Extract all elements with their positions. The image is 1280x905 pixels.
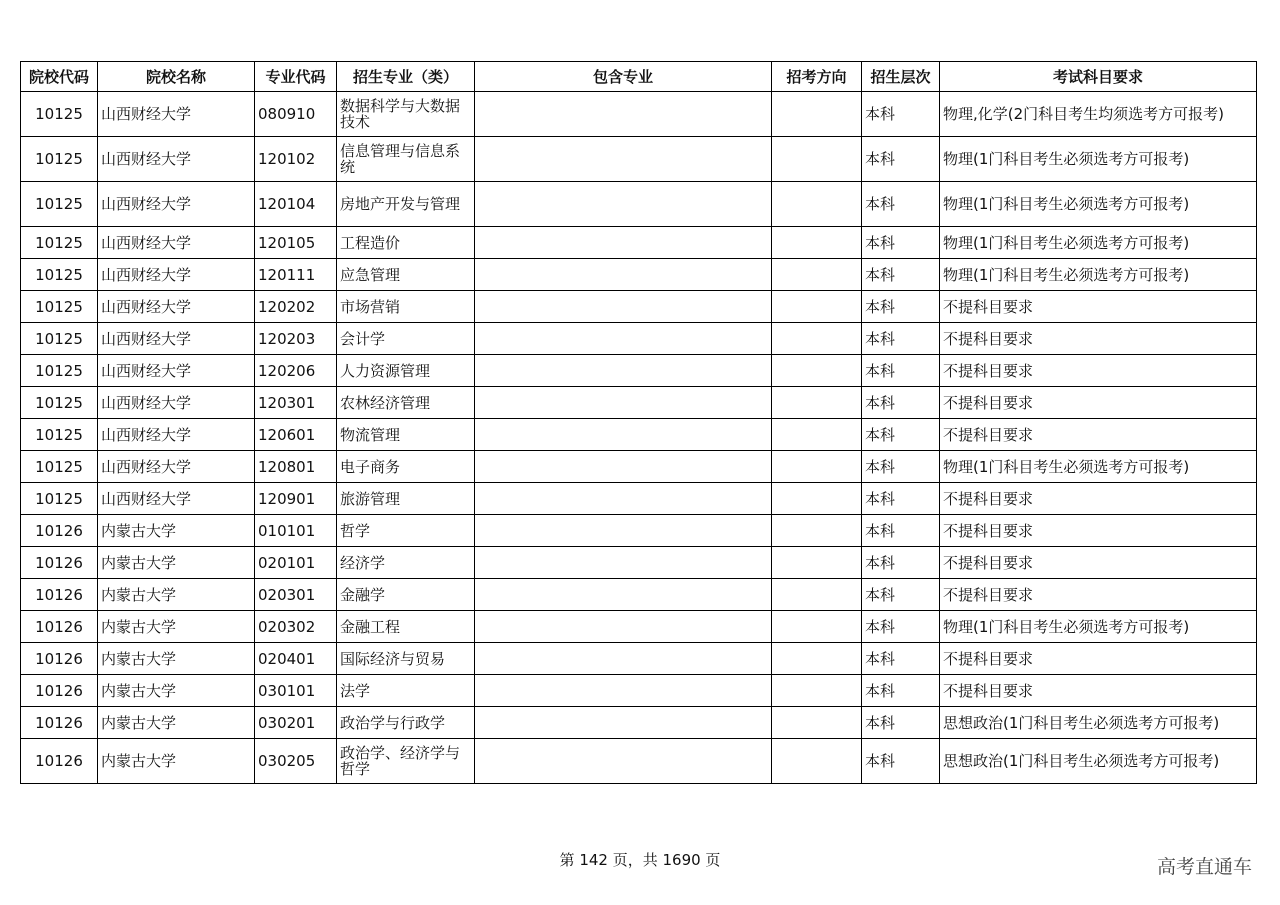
admissions-table xyxy=(20,61,1257,784)
direction-cell xyxy=(772,675,862,707)
major-cell: 金融工程 xyxy=(337,611,475,643)
major-cell: 会计学 xyxy=(337,323,475,355)
included-majors-cell xyxy=(475,355,772,387)
included-majors-cell xyxy=(475,323,772,355)
school-name-cell: 山西财经大学 xyxy=(98,355,255,387)
school-code-cell: 10125 xyxy=(21,451,98,483)
subject-requirement-cell: 不提科目要求 xyxy=(940,323,1257,355)
header-subject-requirements: 考试科目要求 xyxy=(940,62,1257,92)
school-code-cell: 10126 xyxy=(21,739,98,784)
major-code-cell: 120601 xyxy=(255,419,337,451)
subject-requirement-cell: 不提科目要求 xyxy=(940,675,1257,707)
level-cell: 本科 xyxy=(862,547,940,579)
school-name-cell: 山西财经大学 xyxy=(98,227,255,259)
school-code-cell: 10125 xyxy=(21,227,98,259)
subject-requirement-cell: 思想政治(1门科目考生必须选考方可报考) xyxy=(940,739,1257,784)
major-cell: 市场营销 xyxy=(337,291,475,323)
school-code-cell: 10125 xyxy=(21,323,98,355)
direction-cell xyxy=(772,739,862,784)
subject-requirement-cell: 物理(1门科目考生必须选考方可报考) xyxy=(940,451,1257,483)
school-code-cell: 10125 xyxy=(21,137,98,182)
table-row xyxy=(21,515,1257,547)
major-code-cell: 030205 xyxy=(255,739,337,784)
major-cell: 政治学与行政学 xyxy=(337,707,475,739)
level-cell: 本科 xyxy=(862,387,940,419)
page-number: 第 142 页，共 1690 页 xyxy=(559,851,721,869)
school-code-cell: 10125 xyxy=(21,291,98,323)
school-code-cell: 10126 xyxy=(21,675,98,707)
school-name-cell: 内蒙古大学 xyxy=(98,739,255,784)
level-cell: 本科 xyxy=(862,579,940,611)
table-body xyxy=(21,92,1257,784)
table-row xyxy=(21,579,1257,611)
level-cell: 本科 xyxy=(862,739,940,784)
direction-cell xyxy=(772,643,862,675)
direction-cell xyxy=(772,579,862,611)
table-row xyxy=(21,707,1257,739)
included-majors-cell xyxy=(475,182,772,227)
table-row xyxy=(21,643,1257,675)
subject-requirement-cell: 不提科目要求 xyxy=(940,355,1257,387)
subject-requirement-cell: 物理(1门科目考生必须选考方可报考) xyxy=(940,182,1257,227)
header-row xyxy=(21,62,1257,92)
direction-cell xyxy=(772,707,862,739)
header-included-majors: 包含专业 xyxy=(475,62,772,92)
major-code-cell: 120102 xyxy=(255,137,337,182)
header-major: 招生专业（类） xyxy=(337,62,475,92)
school-code-cell: 10125 xyxy=(21,182,98,227)
major-code-cell: 020302 xyxy=(255,611,337,643)
direction-cell xyxy=(772,323,862,355)
table-row xyxy=(21,227,1257,259)
school-name-cell: 山西财经大学 xyxy=(98,451,255,483)
included-majors-cell xyxy=(475,137,772,182)
header-level: 招生层次 xyxy=(862,62,940,92)
included-majors-cell xyxy=(475,92,772,137)
major-cell: 数据科学与大数据技术 xyxy=(337,92,475,137)
subject-requirement-cell: 不提科目要求 xyxy=(940,291,1257,323)
direction-cell xyxy=(772,137,862,182)
school-code-cell: 10126 xyxy=(21,515,98,547)
school-code-cell: 10126 xyxy=(21,643,98,675)
major-code-cell: 030101 xyxy=(255,675,337,707)
school-name-cell: 山西财经大学 xyxy=(98,182,255,227)
table-row xyxy=(21,611,1257,643)
major-code-cell: 120801 xyxy=(255,451,337,483)
major-code-cell: 120901 xyxy=(255,483,337,515)
major-code-cell: 120206 xyxy=(255,355,337,387)
subject-requirement-cell: 物理,化学(2门科目考生均须选考方可报考) xyxy=(940,92,1257,137)
school-code-cell: 10125 xyxy=(21,483,98,515)
direction-cell xyxy=(772,227,862,259)
school-code-cell: 10126 xyxy=(21,707,98,739)
school-name-cell: 内蒙古大学 xyxy=(98,675,255,707)
school-name-cell: 山西财经大学 xyxy=(98,291,255,323)
header-direction: 招考方向 xyxy=(772,62,862,92)
direction-cell xyxy=(772,92,862,137)
level-cell: 本科 xyxy=(862,227,940,259)
direction-cell xyxy=(772,182,862,227)
subject-requirement-cell: 不提科目要求 xyxy=(940,643,1257,675)
major-code-cell: 120104 xyxy=(255,182,337,227)
level-cell: 本科 xyxy=(862,483,940,515)
level-cell: 本科 xyxy=(862,611,940,643)
subject-requirement-cell: 物理(1门科目考生必须选考方可报考) xyxy=(940,227,1257,259)
included-majors-cell xyxy=(475,515,772,547)
table-row xyxy=(21,323,1257,355)
table-row xyxy=(21,291,1257,323)
subject-requirement-cell: 物理(1门科目考生必须选考方可报考) xyxy=(940,137,1257,182)
table-row xyxy=(21,92,1257,137)
table-row xyxy=(21,547,1257,579)
table-row xyxy=(21,355,1257,387)
major-cell: 人力资源管理 xyxy=(337,355,475,387)
major-cell: 信息管理与信息系统 xyxy=(337,137,475,182)
included-majors-cell xyxy=(475,419,772,451)
level-cell: 本科 xyxy=(862,643,940,675)
major-cell: 房地产开发与管理 xyxy=(337,182,475,227)
included-majors-cell xyxy=(475,611,772,643)
school-name-cell: 山西财经大学 xyxy=(98,92,255,137)
major-code-cell: 030201 xyxy=(255,707,337,739)
level-cell: 本科 xyxy=(862,515,940,547)
header-school-name: 院校名称 xyxy=(98,62,255,92)
level-cell: 本科 xyxy=(862,291,940,323)
level-cell: 本科 xyxy=(862,182,940,227)
school-name-cell: 山西财经大学 xyxy=(98,483,255,515)
major-cell: 应急管理 xyxy=(337,259,475,291)
major-code-cell: 120105 xyxy=(255,227,337,259)
direction-cell xyxy=(772,483,862,515)
direction-cell xyxy=(772,611,862,643)
major-cell: 金融学 xyxy=(337,579,475,611)
level-cell: 本科 xyxy=(862,419,940,451)
included-majors-cell xyxy=(475,451,772,483)
header-major-code: 专业代码 xyxy=(255,62,337,92)
direction-cell xyxy=(772,387,862,419)
table-row xyxy=(21,483,1257,515)
school-code-cell: 10125 xyxy=(21,419,98,451)
school-code-cell: 10125 xyxy=(21,92,98,137)
header-school-code: 院校代码 xyxy=(21,62,98,92)
included-majors-cell xyxy=(475,579,772,611)
school-name-cell: 内蒙古大学 xyxy=(98,707,255,739)
table-row xyxy=(21,182,1257,227)
table-row xyxy=(21,137,1257,182)
level-cell: 本科 xyxy=(862,137,940,182)
subject-requirement-cell: 不提科目要求 xyxy=(940,547,1257,579)
school-name-cell: 内蒙古大学 xyxy=(98,611,255,643)
level-cell: 本科 xyxy=(862,92,940,137)
subject-requirement-cell: 不提科目要求 xyxy=(940,419,1257,451)
subject-requirement-cell: 不提科目要求 xyxy=(940,387,1257,419)
direction-cell xyxy=(772,547,862,579)
major-cell: 旅游管理 xyxy=(337,483,475,515)
included-majors-cell xyxy=(475,643,772,675)
major-code-cell: 020301 xyxy=(255,579,337,611)
major-code-cell: 120111 xyxy=(255,259,337,291)
major-cell: 工程造价 xyxy=(337,227,475,259)
level-cell: 本科 xyxy=(862,323,940,355)
subject-requirement-cell: 不提科目要求 xyxy=(940,579,1257,611)
included-majors-cell xyxy=(475,675,772,707)
school-code-cell: 10125 xyxy=(21,387,98,419)
school-name-cell: 内蒙古大学 xyxy=(98,547,255,579)
major-cell: 法学 xyxy=(337,675,475,707)
school-code-cell: 10126 xyxy=(21,547,98,579)
school-name-cell: 山西财经大学 xyxy=(98,137,255,182)
table-row xyxy=(21,387,1257,419)
table-row xyxy=(21,451,1257,483)
school-name-cell: 山西财经大学 xyxy=(98,259,255,291)
included-majors-cell xyxy=(475,483,772,515)
major-code-cell: 010101 xyxy=(255,515,337,547)
school-code-cell: 10125 xyxy=(21,355,98,387)
major-cell: 经济学 xyxy=(337,547,475,579)
included-majors-cell xyxy=(475,227,772,259)
subject-requirement-cell: 物理(1门科目考生必须选考方可报考) xyxy=(940,259,1257,291)
school-code-cell: 10126 xyxy=(21,579,98,611)
included-majors-cell xyxy=(475,387,772,419)
table-row xyxy=(21,675,1257,707)
school-name-cell: 内蒙古大学 xyxy=(98,643,255,675)
school-name-cell: 山西财经大学 xyxy=(98,419,255,451)
watermark: 高考直通车 xyxy=(1156,856,1252,878)
major-cell: 电子商务 xyxy=(337,451,475,483)
school-name-cell: 内蒙古大学 xyxy=(98,579,255,611)
major-cell: 政治学、经济学与哲学 xyxy=(337,739,475,784)
level-cell: 本科 xyxy=(862,259,940,291)
subject-requirement-cell: 不提科目要求 xyxy=(940,515,1257,547)
level-cell: 本科 xyxy=(862,451,940,483)
major-cell: 国际经济与贸易 xyxy=(337,643,475,675)
table-row xyxy=(21,419,1257,451)
school-name-cell: 内蒙古大学 xyxy=(98,515,255,547)
level-cell: 本科 xyxy=(862,707,940,739)
major-code-cell: 080910 xyxy=(255,92,337,137)
direction-cell xyxy=(772,355,862,387)
school-name-cell: 山西财经大学 xyxy=(98,387,255,419)
included-majors-cell xyxy=(475,259,772,291)
major-cell: 哲学 xyxy=(337,515,475,547)
direction-cell xyxy=(772,451,862,483)
direction-cell xyxy=(772,259,862,291)
school-name-cell: 山西财经大学 xyxy=(98,323,255,355)
table-row xyxy=(21,259,1257,291)
included-majors-cell xyxy=(475,291,772,323)
included-majors-cell xyxy=(475,547,772,579)
level-cell: 本科 xyxy=(862,675,940,707)
major-cell: 物流管理 xyxy=(337,419,475,451)
school-code-cell: 10126 xyxy=(21,611,98,643)
major-code-cell: 020101 xyxy=(255,547,337,579)
table-row xyxy=(21,739,1257,784)
direction-cell xyxy=(772,515,862,547)
major-code-cell: 020401 xyxy=(255,643,337,675)
subject-requirement-cell: 不提科目要求 xyxy=(940,483,1257,515)
major-code-cell: 120202 xyxy=(255,291,337,323)
major-code-cell: 120203 xyxy=(255,323,337,355)
included-majors-cell xyxy=(475,739,772,784)
direction-cell xyxy=(772,291,862,323)
major-code-cell: 120301 xyxy=(255,387,337,419)
direction-cell xyxy=(772,419,862,451)
subject-requirement-cell: 物理(1门科目考生必须选考方可报考) xyxy=(940,611,1257,643)
subject-requirement-cell: 思想政治(1门科目考生必须选考方可报考) xyxy=(940,707,1257,739)
level-cell: 本科 xyxy=(862,355,940,387)
major-cell: 农林经济管理 xyxy=(337,387,475,419)
included-majors-cell xyxy=(475,707,772,739)
school-code-cell: 10125 xyxy=(21,259,98,291)
